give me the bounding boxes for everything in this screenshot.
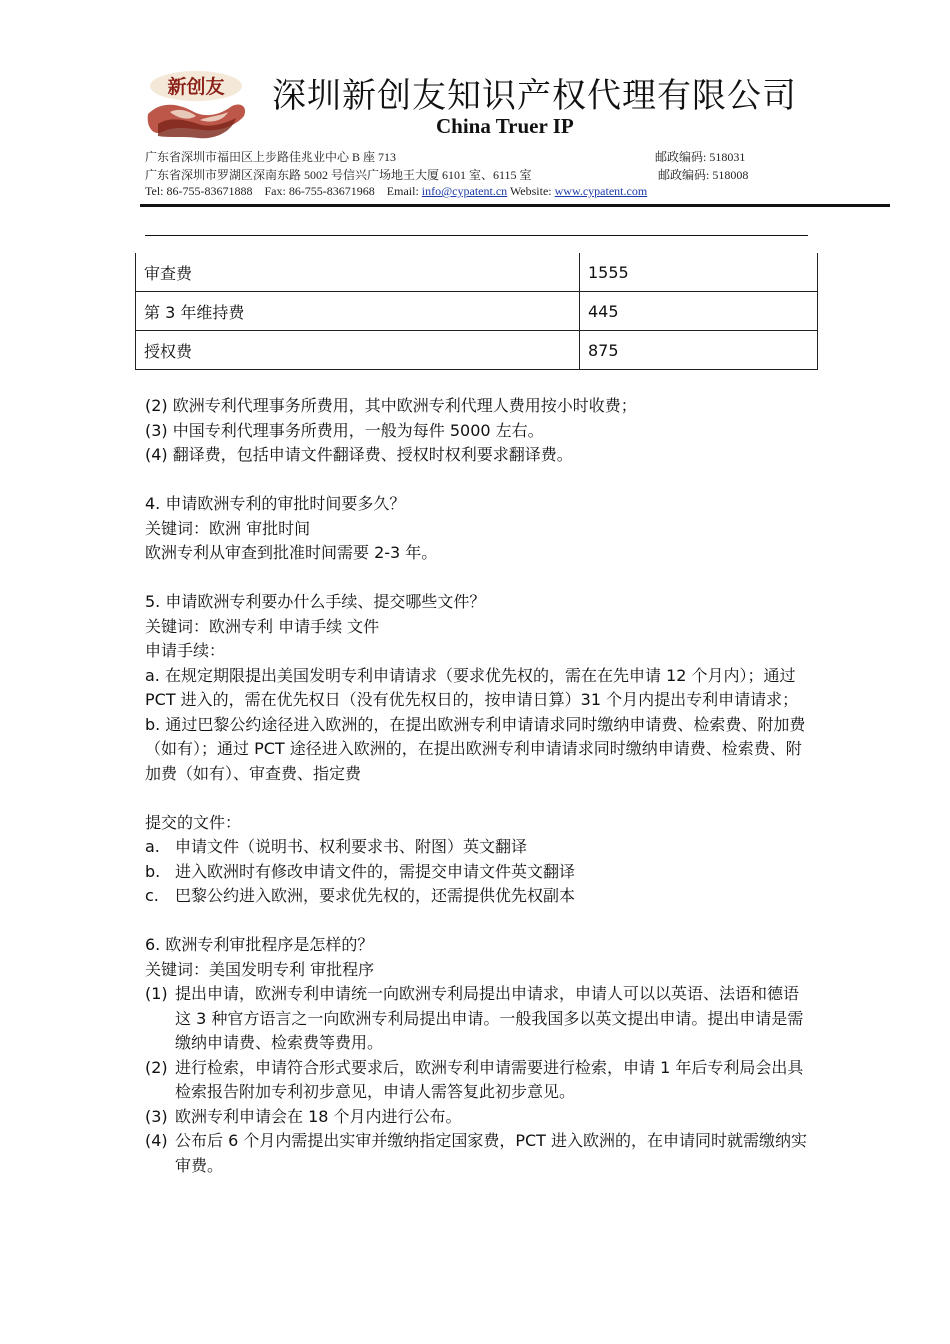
fee-amount: 445	[580, 292, 818, 331]
tel-fax-label: Tel: 86-755-83671888 Fax: 86-755-83671968 Email:	[145, 184, 422, 198]
logo-text: 新创友	[167, 76, 225, 98]
table-row	[136, 292, 818, 331]
documents-heading: 提交的文件：	[145, 812, 242, 832]
question-5-keywords: 关键词：欧洲专利 申请手续 文件	[145, 616, 380, 636]
list-item	[145, 1056, 810, 1105]
list-text: 公布后 6 个月内需提出实审并缴纳指定国家费，PCT 进入欧洲的，在申请同时就需缴纳实审费。	[175, 1131, 808, 1175]
list-item	[145, 860, 810, 885]
list-item	[145, 1105, 810, 1130]
fee-note: (3) 中国专利代理事务所费用，一般为每件 5000 左右。	[145, 420, 544, 440]
list-marker: b.	[145, 861, 161, 881]
list-text: 进行检索，申请符合形式要求后，欧洲专利申请需要进行检索，申请 1 年后专利局会出具检索报告附加专利初步意见，申请人需答复此初步意见。	[175, 1057, 804, 1101]
address-line-2	[145, 166, 749, 183]
website-link[interactable]: www.cypatent.com	[554, 184, 648, 198]
list-text: 进入欧洲时有修改申请文件的，需提交申请文件英文翻译	[175, 861, 576, 881]
list-marker: c.	[145, 886, 159, 905]
list-text: 提出申请，欧洲专利申请统一向欧洲专利局提出申请求，申请人可以以英语、法语和德语这 3 种官方语言之一向欧洲专利局提出申请。一般我国多以英文提出申请。提出申请是需缴纳申请费、检索费等费用。	[175, 984, 804, 1052]
company-logo	[140, 66, 252, 150]
address-2: 广东省深圳市罗湖区深南东路 5002 号信兴广场地王大厦 6101 室、6115 室	[145, 168, 532, 182]
procedure-heading: 申请手续：	[145, 641, 226, 660]
question-6-title: 6. 欧洲专利审批程序是怎样的？	[145, 935, 374, 954]
list-marker: a.	[145, 837, 160, 856]
fee-item: 授权费	[136, 331, 580, 370]
list-item	[145, 884, 810, 909]
fee-item: 第 3 年维持费	[136, 292, 580, 331]
fee-note: (2) 欧洲专利代理事务所费用，其中欧洲专利代理人费用按小时收费；	[145, 396, 637, 415]
procedure-item-b: b. 通过巴黎公约途径进入欧洲的，在提出欧洲专利申请请求同时缴纳申请费、检索费、附加费（如有）；通过 PCT 途径进入欧洲的，在提出欧洲专利申请请求同时缴纳申请费、检索费、附加费（如有）、审查费、指定费	[145, 714, 806, 783]
list-item	[145, 1129, 810, 1178]
list-item	[145, 835, 810, 860]
list-marker: (4)	[145, 1131, 168, 1150]
document-body	[145, 394, 810, 1178]
question-5-title: 5. 申请欧洲专利要办什么手续、提交哪些文件？	[145, 592, 486, 611]
procedure-item-a: a. 在规定期限提出美国发明专利申请请求（要求优先权的，需在在先申请 12 个月内）；通过 PCT 进入的，需在优先权日（没有优先权日的，按申请日算）31 个月内提出专利申请请求；	[145, 665, 799, 709]
fee-note: (4) 翻译费，包括申请文件翻译费、授权时权利要求翻译费。	[145, 445, 573, 464]
list-marker: (2)	[145, 1057, 168, 1077]
list-marker: (3)	[145, 1106, 168, 1126]
table-row	[136, 253, 818, 292]
fee-table	[135, 253, 818, 370]
list-marker: (1)	[145, 984, 168, 1003]
fee-item: 审查费	[136, 253, 580, 292]
address-1: 广东省深圳市福田区上步路佳兆业中心 B 座 713	[145, 150, 397, 164]
postcode-2: 邮政编码: 518008	[658, 168, 749, 182]
email-link[interactable]: info@cypatent.cn	[421, 184, 508, 198]
header-divider	[140, 204, 890, 207]
address-line-1	[145, 148, 746, 165]
question-6-keywords: 关键词：美国发明专利 审批程序	[145, 959, 375, 979]
table-row	[136, 331, 818, 370]
contact-line	[145, 184, 647, 199]
question-4-answer: 欧洲专利从审查到批准时间需要 2-3 年。	[145, 543, 438, 562]
company-name-cn: 深圳新创友知识产权代理有限公司	[272, 76, 797, 116]
fee-amount: 1555	[580, 253, 818, 292]
fee-amount: 875	[580, 331, 818, 370]
question-4-keywords: 关键词：欧洲 审批时间	[145, 518, 311, 538]
list-text: 巴黎公约进入欧洲，要求优先权的，还需提供优先权副本	[175, 886, 576, 905]
list-text: 申请文件（说明书、权利要求书、附图）英文翻译	[175, 837, 528, 856]
question-4-title: 4. 申请欧洲专利的审批时间要多久？	[145, 494, 406, 513]
page-top-rule	[145, 235, 808, 236]
postcode-1: 邮政编码: 518031	[655, 150, 746, 164]
list-text: 欧洲专利申请会在 18 个月内进行公布。	[175, 1106, 462, 1126]
company-name-en: China Truer IP	[436, 114, 574, 138]
list-item	[145, 982, 810, 1056]
website-label: Website:	[507, 184, 555, 198]
